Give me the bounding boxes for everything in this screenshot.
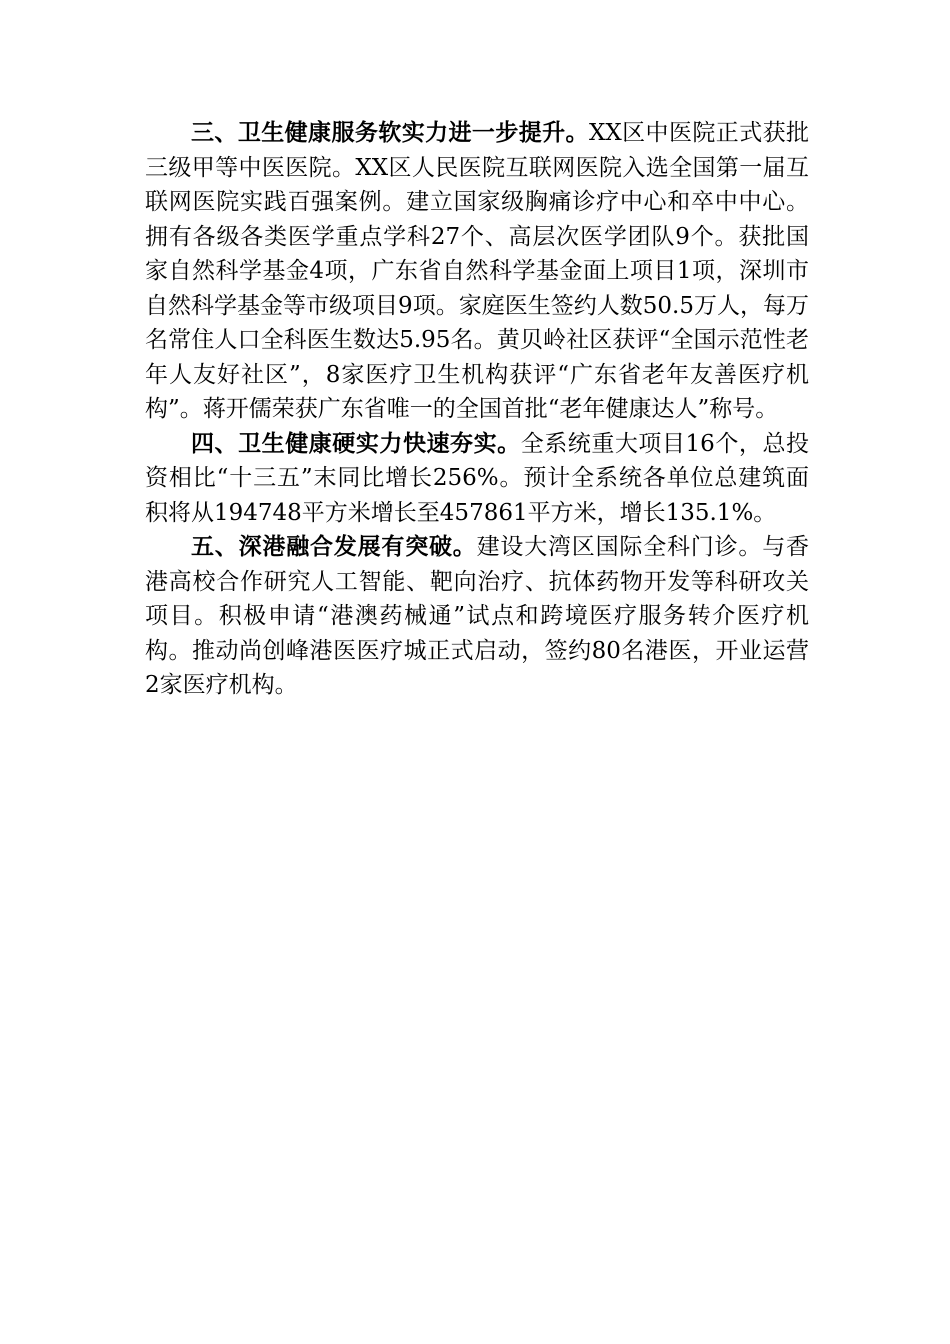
paragraph-heading: 三、卫生健康服务软实力进一步提升。	[191, 120, 589, 146]
paragraph-shenzhen-hk	[145, 530, 809, 703]
paragraph-body: 建设大湾区国际全科门诊。与香港高校合作研究人工智能、靶向治疗、抗体药物开发等科研攻关项目。积极申请“港澳药械通”试点和跨境医疗服务转介医疗机构。推动尚创峰港医医疗城正式启动，签约80名港医，开业运营2家医疗机构。	[145, 534, 810, 698]
paragraph-body: 全系统重大项目16个，总投资相比“十三五”末同比增长256%。预计全系统各单位总建筑面积将从194748平方米增长至457861平方米，增长135.1%。	[145, 430, 809, 526]
paragraph-hard-power	[145, 427, 809, 531]
paragraph-soft-power	[145, 116, 809, 427]
paragraph-heading: 四、卫生健康硬实力快速夯实。	[191, 430, 521, 457]
paragraph-heading: 五、深港融合发展有突破。	[191, 534, 477, 560]
document-body	[145, 116, 809, 703]
paragraph-body: XX区中医院正式获批三级甲等中医医院。XX区人民医院互联网医院入选全国第一届互联网医院实践百强案例。建立国家级胸痛诊疗中心和卒中中心。拥有各级各类医学重点学科27个、高层次医学团队9个。获批国家自然科学基金4项，广东省自然科学基金面上项目1项，深圳市自然科学基金等市级项目9项。家庭医生签约人数50.5万人，每万名常住人口全科医生数达5.95名。黄贝岭社区获评“全国示范性老年人友好社区”，8家医疗卫生机构获评“广东省老年友善医疗机构”。蒋开儒荣获广东省唯一的全国首批“老年健康达人”称号。	[145, 120, 810, 422]
